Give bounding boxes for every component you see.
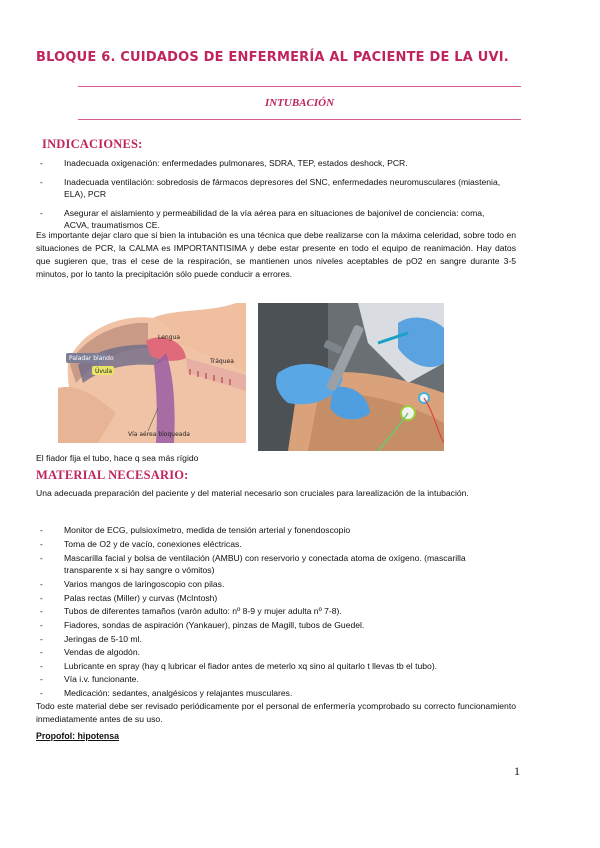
list-item: - Fiadores, sondas de aspiración (Yankauer), pinzas de Magill, tubos de Guedel. [40,619,365,630]
page-title: BLOQUE 6. CUIDADOS DE ENFERMERÍA AL PACIENTE DE LA UVI. [36,50,509,65]
material-intro: Una adecuada preparación del paciente y del material necesario son cruciales para larealización de la intubación. [36,488,469,498]
bottom-divider [78,119,521,120]
label-paladar: Paladar blando [69,355,114,362]
label-traquea: Tráquea [210,358,234,365]
label-lengua: Lengua [158,334,181,341]
list-item: - Inadecuada oxigenación: enfermedades pulmonares, SDRA, TEP, estados deshock, PCR. [40,158,408,168]
list-item: - Lubricante en spray (hay q lubricar el fiador antes de meterlo xq sino al quitarlo t llevas tb el tubo). [40,660,438,671]
propofol-note: Propofol: hipotensa [36,731,120,741]
material-closing: Todo este material debe ser revisado periódicamente por el personal de enfermería ycomprobado su correcto funcionamiento inmediatamente antes de su uso. [36,701,516,724]
material-heading: MATERIAL NECESARIO: [36,468,189,482]
list-item: - Medicación: sedantes, analgésicos y relajantes musculares. [40,687,293,698]
airway-illustration-svg [58,303,246,443]
list-item: - Inadecuada ventilación: sobredosis de fármacos depresores del SNC, enfermedades neuromusculares (miastenia, ELA), PCR [40,177,501,199]
list-item: - Palas rectas (Miller) y curvas (McIntosh) [40,592,218,603]
list-item: - Vía i.v. funcionante. [40,674,139,685]
list-item: - Tubos de diferentes tamaños (varón adulto: nº 8-9 y mujer adulta nº 7-8). [40,606,342,617]
label-via-aerea: Vía aérea bloqueada [128,431,190,438]
list-item: - Toma de O2 y de vacío, conexiones eléctricas. [40,538,242,549]
material-list [40,524,510,701]
figure-caption: El fiador fija el tubo, hace q sea más rígido [36,453,199,463]
airway-illustration [58,303,246,443]
top-divider [78,86,521,87]
list-item: - Jeringas de 5-10 ml. [40,633,142,644]
intubation-photo [258,303,444,451]
section-subtitle: INTUBACIÓN [264,97,335,109]
indicaciones-list [40,157,510,231]
intubation-photo-svg [258,303,444,451]
list-item: - Asegurar el aislamiento y permeabilidad de la vía aérea para en situaciones de bajonivel de conciencia: coma, ACVA, traumatismos CE. [40,208,485,230]
calma-paragraph: Es importante dejar claro que si bien la intubación es una técnica que debe realizarse con la máxima celeridad, sobre todo en situaciones de PCR, la CALMA es IMPORTANTISIMA y debe estar presente en todo el equipo de reanimación. Hay datos que sugieren que, tras el cese de la respiración, se mantienen unos niveles aceptables de pO2 en sangre durante 3-5 minutos, por lo tanto la precipitación sólo puede conducir a errores. [36,230,516,279]
list-item: - Monitor de ECG, pulsioxímetro, medida de tensión arterial y fonendoscopio [40,525,351,535]
label-uvula: Úvula [95,368,113,375]
list-item: - Varios mangos de laringoscopio con pilas. [40,579,225,590]
list-item: - Mascarilla facial y bolsa de ventilación (AMBU) con reservorio y conectada atoma de oxígeno. (mascarilla transparente x si hay sangre o vómitos) [40,553,466,576]
list-item: - Vendas de algodón. [40,647,140,658]
page-number: 1 [514,764,520,778]
indicaciones-heading: INDICACIONES: [42,137,143,151]
